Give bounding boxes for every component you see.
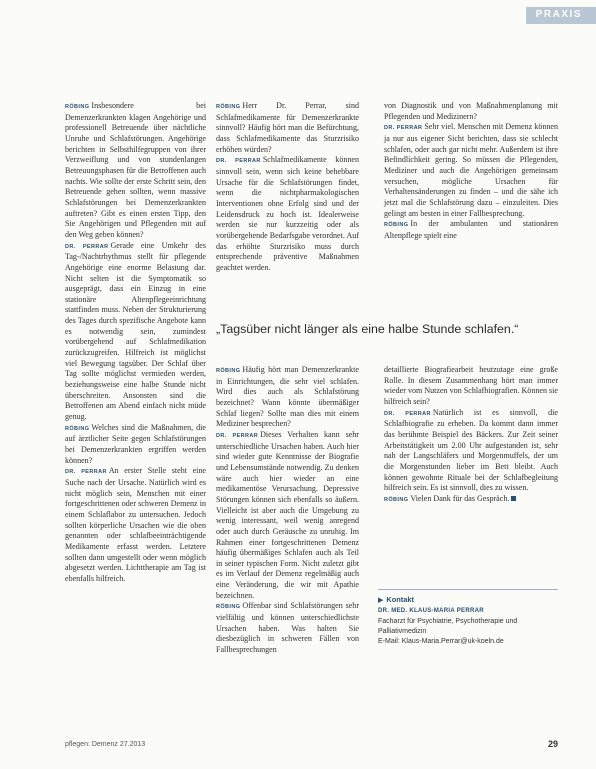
pull-quote: „Tagsüber nicht länger als eine halbe Stunde schlafen.“ — [216, 322, 519, 336]
contact-email[interactable]: E-Mail: Klaus-Maria.Perrar@uk-koeln.de — [378, 638, 504, 646]
paragraph — [384, 365, 558, 408]
speaker-label: DR. PERRAR — [216, 158, 261, 165]
paragraph — [65, 423, 206, 467]
paragraph-text: Dieses Verhalten kann sehr unterschiedliche Ursachen haben. Auch hier sind wieder gute Kenntnisse der Biografie und Lebensumstände notwendig. Zu denken wäre auch hier wieder an eine medikamentöse Verursachung. Depressive Störungen können sich ebenfalls so äußern. Vielleicht ist aber auch die Umgebung zu wenig interessant, weil wenig anregend oder auch durch Geräusche zu unruhig. Im Rahmen einer fortgeschrittenen Demenz häufig übermäßiges Schlafen auch als Teil in seiner typischen Form. Nicht zuletzt gibt es im Verlauf der Demenz regelmäßig auch eine Veränderung, die wir mit Apathie bezeichnen. — [216, 429, 359, 600]
speaker-label: DR. PERRAR — [384, 410, 431, 417]
paragraph — [216, 155, 359, 273]
speaker-label: RÖBING — [216, 604, 241, 611]
paragraph — [65, 101, 206, 241]
speaker-label: DR. PERRAR — [216, 432, 259, 439]
paragraph — [65, 466, 206, 584]
text-column-1 — [65, 101, 206, 585]
paragraph-text: Schlafmedikamente können sinnvoll sein, wenn sich keine behebbare Ursache für die Schlafstörungen findet, wenn die nichtpharmakologischen Interventionen ohne Erfolg sind und der Leidensdruck zu hoch ist. Idealerweise werden sie nur kurzzeitig oder als vorübergehende Bedarfsgabe verordnet. Auf das erhöhte Sturzrisiko muss durch entsprechende präventive Maßnahmen geachtet werden. — [216, 155, 359, 272]
text-column-2 — [216, 101, 359, 274]
paragraph-text: Welches sind die Maßnahmen, die auf ärztlicher Seite gegen Schlafstörungen bei Demenzerkrankten ergriffen werden können? — [65, 422, 206, 465]
section-label: PRAXIS — [535, 9, 582, 20]
arrow-right-icon: ▶ — [378, 597, 384, 604]
paragraph-text: Häufig hört man Demenzerkrankte in Einrichtungen, die sehr viel schlafen. Wird dies auch als Schlafstörung bezeichnet? Wann könnte übermäßiger Schlaf liegen? Sollte man dies mit einem Mediziner besprechen? — [216, 365, 359, 429]
paragraph — [384, 494, 558, 506]
contact-title: Facharzt für Psychiatrie, Psychotherapie und Palliativmedizin — [378, 617, 518, 635]
contact-name: DR. MED. KLAUS-MARIA PERRAR — [378, 608, 484, 615]
paragraph-text: In der ambulanten und stationären Altenpflege spielt eine — [384, 219, 558, 240]
paragraph-text: Gerade eine Umkehr des Tag-/Nachtrhythmus stellt für pflegende Angehörige eine enorme Belastung dar. Nicht selten ist die Symptomatik so ausgeprägt, dass ein Einzug in eine stationäre Altenpflegeeinrichtung stattfinden muss. Neben der Strukturierung des Tages durch spezifische Angebote kann es notwendig sein, zumindest vorübergehend auf Schlafmedikation zurückzugreifen. Hilfreich ist möglichst viel Bewegung tagsüber. Der Schlaf über Tag sollte möglichst vermieden werden, beziehungsweise eine halbe Stunde nicht überschreiten. Ansonsten sind die Betroffenen am Abend einfach nicht müde genug. — [65, 240, 206, 422]
text-column-5 — [384, 365, 558, 506]
text-column-4 — [216, 365, 359, 656]
speaker-label: RÖBING — [65, 104, 90, 110]
paragraph-text: Vielen Dank für das Gespräch. — [410, 493, 510, 503]
paragraph — [216, 365, 359, 430]
speaker-label: DR. PERRAR — [65, 469, 107, 476]
paragraph-text: Natürlich ist es sinnvoll, die Schlafbiografie zu erheben. Da kommt dann immer das berühmte Beispiel des Bäckers. Zur Zeit seiner Arbeitstätigkeit um 2.00 Uhr aufgestanden ist, sehr nah der Langschläfers und Morgenmuffels, der um die Morgenstunden lieber im Bett bleibt. Auch können gewohnte Rituale bei der Schlafbegleitung hilfreich sein. Es ist sinnvoll, dies zu wissen. — [384, 407, 558, 493]
paragraph-text: von Diagnostik und von Maßnahmenplanung mit Pflegenden und Medizinern? — [384, 101, 558, 121]
paragraph — [216, 430, 359, 602]
speaker-label: RÖBING — [384, 496, 409, 503]
paragraph-text: Insbesondere bei Demenzerkrankten klagen Angehörige und professionell Betreuende über nächtliche Unruhe und Schlafstörungen. Angehörige berichten in Selbsthilfegruppen von ihrer Verzweiflung und von stundenlangen Betreuungsphasen für die Betroffenen auch nachts. Wie sollte der erste Schritt sein, den Betreuende gehen sollten, wenn massive Schlafstörungen bei Demenzerkrankten auftreten? Gibt es einen ersten Tipp, den Sie Angehörigen und Pflegenden mit auf den Weg geben können? — [65, 101, 206, 239]
contact-heading: Kontakt — [386, 595, 414, 604]
speaker-label: DR. PERRAR — [384, 125, 423, 132]
issue-info: pflegen: Demenz 27.2013 — [65, 741, 146, 748]
speaker-label: RÖBING — [65, 425, 90, 432]
speaker-label: DR. PERRAR — [65, 243, 109, 250]
paragraph — [384, 101, 558, 122]
speaker-label: RÖBING — [216, 104, 241, 110]
speaker-label: RÖBING — [384, 222, 409, 229]
paragraph — [216, 101, 359, 155]
text-column-3 — [384, 101, 558, 242]
paragraph-text: Herr Dr. Perrar, sind Schlafmedikamente für Demenzerkrankte sinnvoll? Häufig hört man die Befürchtung, dass Schlafmedikamente das Sturzrisiko erhöhen würden? — [216, 101, 359, 154]
speaker-label: RÖBING — [216, 368, 241, 374]
page-header — [0, 0, 596, 26]
paragraph-text: Offenbar sind Schlafstörungen sehr vielfältig und können unterschiedlichste Ursachen haben. Was halten Sie diesbezüglich in schweren Fällen von Fallbesprechungen — [216, 601, 359, 655]
paragraph-text: Sehr viel. Menschen mit Demenz können ja nur aus eigener Sicht berichten, dass sie schlecht schlafen, oder auch gar nicht mehr. Außerdem ist ihre Befindlichkeit gering. So müssen die Pflegenden, Mediziner und auch die Angehörigen gemeinsam versuchen, mögliche Ursachen für Verhaltensänderungen zu finden – und die sähe ich jetzt mal die Schlafstörung dazu – einzuleiten. Dies gelingt am besten in einer Fallbesprechung. — [384, 122, 558, 218]
paragraph-text: An erster Stelle steht eine Suche nach der Ursache. Natürlich wird es nicht möglich sein, Menschen mit einer fortgeschrittenen oder schweren Demenz in einem Schlaflabor zu untersuchen. Jedoch sollten körperliche Ursachen wie die oben genannten oder schlafbeeinträchtigende Medikamente erfasst werden. Letztere sollten dann umgestellt oder wenn möglich abgesetzt werden. Lichttherapie am Tag ist ebenfalls hilfreich. — [65, 466, 206, 583]
paragraph-text: detaillierte Biografiearbeit heutzutage eine große Rolle. In diesem Zusammenhang hört man immer wieder vom Nutzen von Schlafbiografien. Können sie hilfreich sein? — [384, 365, 558, 406]
paragraph — [65, 241, 206, 423]
paragraph — [384, 122, 558, 219]
paragraph — [384, 219, 558, 241]
end-mark-icon — [511, 496, 516, 501]
paragraph — [216, 601, 359, 655]
contact-box — [378, 595, 558, 647]
contact-divider — [378, 589, 558, 590]
page-number: 29 — [547, 739, 558, 749]
paragraph — [384, 408, 558, 494]
